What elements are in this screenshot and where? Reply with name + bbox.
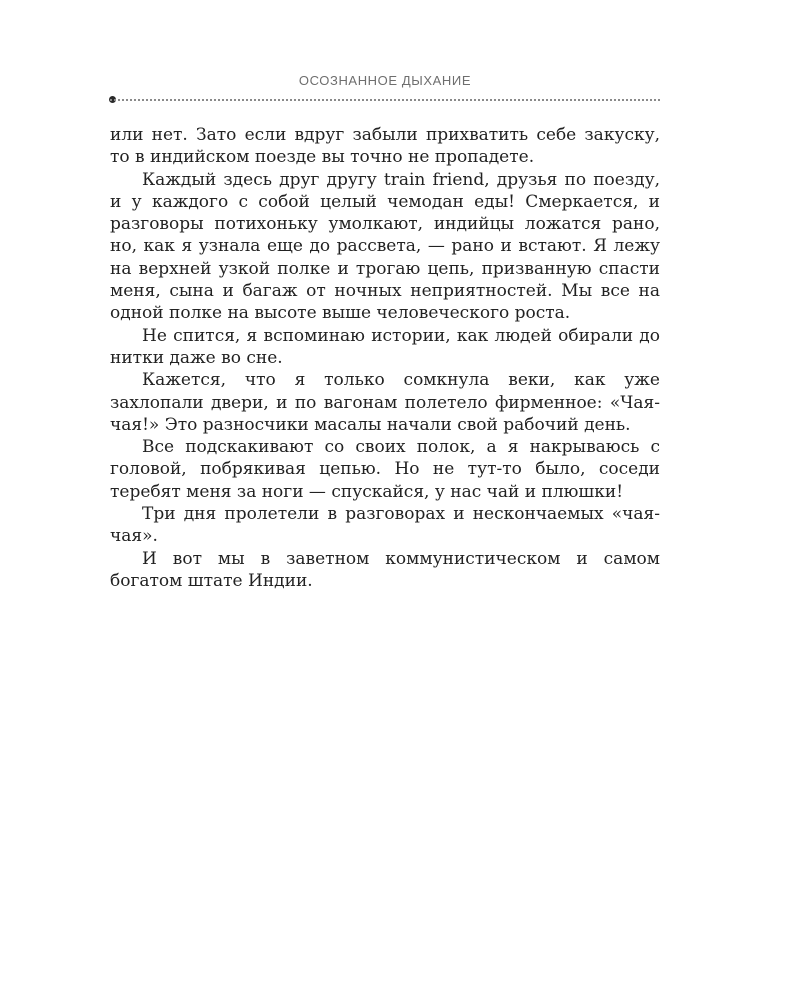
header-dotted-rule: [110, 99, 660, 101]
paragraph-1: или нет. Зато если вдруг забыли прихватить себе закуску, то в индийском поезде вы точно не пропадете.: [110, 125, 660, 168]
paragraph-5: Все подскакивают со своих полок, а я накрываюсь с головой, побрякивая цепью. Но не тут-то было, соседи теребят меня за ноги — спускайся, у нас чай и плюшки!: [110, 437, 660, 502]
paragraph-7: И вот мы в заветном коммунистическом и самом богатом штате Индии.: [110, 548, 660, 591]
paragraph-3: Не спится, я вспоминаю истории, как людей обирали до нитки даже во сне.: [110, 325, 660, 368]
body-text: [110, 124, 660, 592]
running-head-title: ОСОЗНАННОЕ ДЫХАНИЕ: [298, 73, 472, 88]
paragraph-2: Каждый здесь друг другу train friend, друзья по поезду, и у каждого с собой целый чемодан еды! Смеркается, и разговоры потихоньку умолкают, индийцы ложатся рано, но, как я узнала еще до рассвета, — рано и встают. Я лежу на верхней узкой полке и трогаю цепь, призванную спасти меня, сына и багаж от ночных неприятностей. Мы все на одной полке на высоте выше человеческого роста.: [110, 169, 660, 324]
paragraph-4: Кажется, что я только сомкнула веки, как уже захлопали двери, и по вагонам полетело фирменное: «Чая-чая!» Это разносчики масалы начали свой рабочий день.: [110, 370, 660, 435]
paragraph-6: Три дня пролетели в разговорах и нескончаемых «чая-чая».: [110, 504, 660, 547]
